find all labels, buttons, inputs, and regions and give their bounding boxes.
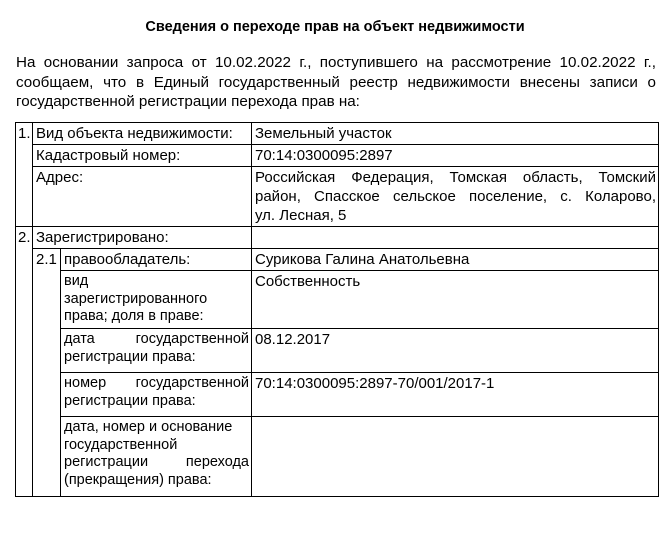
table-row — [16, 249, 659, 271]
rights-transfer-table — [15, 122, 659, 497]
table-row — [16, 329, 659, 373]
transfer-basis-label: дата, номер и основание государственной регистрации перехода (прекращения) права: — [61, 417, 252, 497]
registered-label: Зарегистрировано: — [33, 227, 252, 249]
table-row — [16, 167, 659, 227]
holder-label: правообладатель: — [61, 249, 252, 271]
address-line: Российская Федерация, Томская область, Томский — [255, 169, 656, 186]
registration-date-value: 08.12.2017 — [252, 329, 659, 373]
right-type-value: Собственность — [252, 271, 659, 329]
intro-line: сообщаем, что в Единый государственный реестр недвижимости внесены записи о — [16, 73, 656, 91]
registered-value — [252, 227, 659, 249]
intro-paragraph — [16, 53, 656, 112]
address-label: Адрес: — [33, 167, 252, 227]
cadastral-number-value: 70:14:0300095:2897 — [252, 145, 659, 167]
table-row — [16, 373, 659, 417]
holder-value: Сурикова Галина Анатольевна — [252, 249, 659, 271]
object-type-value: Земельный участок — [252, 123, 659, 145]
address-value — [252, 167, 659, 227]
row-number: 2. — [16, 227, 33, 497]
row-number: 1. — [16, 123, 33, 227]
address-line: район, Спасское сельское поселение, с. Коларово, — [255, 188, 656, 205]
registration-number-label: номер государственной регистрации права: — [61, 373, 252, 417]
transfer-basis-value — [252, 417, 659, 497]
cadastral-number-label: Кадастровый номер: — [33, 145, 252, 167]
sub-row-number: 2.1 — [33, 249, 61, 497]
registration-date-label: дата государственной регистрации права: — [61, 329, 252, 373]
registration-number-value: 70:14:0300095:2897-70/001/2017-1 — [252, 373, 659, 417]
document-title: Сведения о переходе прав на объект недвижимости — [145, 19, 525, 35]
table-row — [16, 145, 659, 167]
intro-line: государственной регистрации перехода прав на: — [16, 93, 360, 110]
right-type-label: вид зарегистрированного права; доля в праве: — [61, 271, 252, 329]
intro-line: На основании запроса от 10.02.2022 г., поступившего на рассмотрение 10.02.2022 г., — [16, 54, 656, 71]
table-row — [16, 417, 659, 497]
object-type-label: Вид объекта недвижимости: — [33, 123, 252, 145]
address-line: ул. Лесная, 5 — [255, 207, 347, 224]
table-row — [16, 123, 659, 145]
table-row — [16, 271, 659, 329]
table-row — [16, 227, 659, 249]
